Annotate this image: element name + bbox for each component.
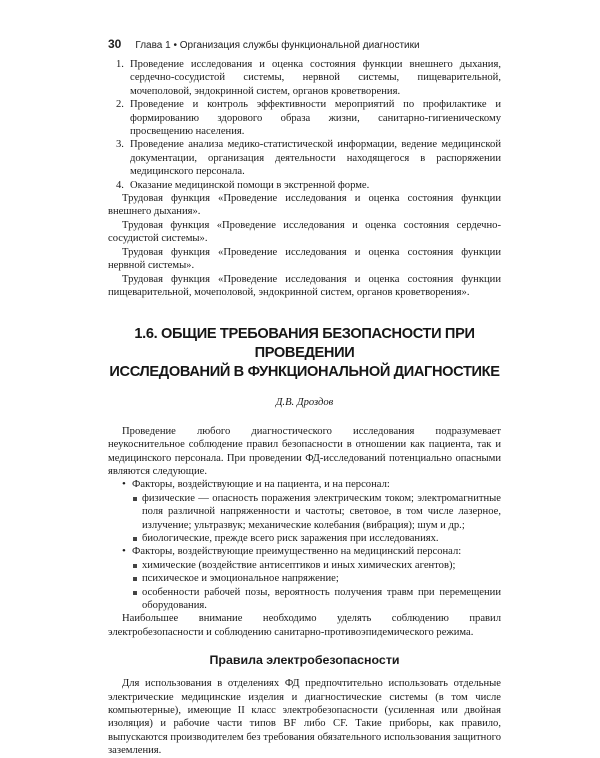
section-title [108, 325, 501, 382]
labor-functions [108, 192, 501, 299]
factor-subitem-text: химические (воздействие антисептиков и иных химических агентов); [142, 559, 456, 571]
item-text: Проведение и контроль эффективности мероприятий по профилактике и формированию здорового образа жизни, санитарно-гигиеническому просвещению населения. [130, 99, 501, 138]
item-number: 4. [116, 179, 124, 191]
item-text: Проведение исследования и оценка состояния функции внешнего дыхания, сердечно-сосудистой системы, нервной системы, пищеварительной, мочеполовой, эндокринной систем, органов кроветворения. [130, 59, 501, 97]
factor-subitem [132, 492, 501, 532]
subsection-title: Правила электробезопасности [209, 653, 400, 668]
factor-sublist [132, 559, 501, 613]
list-item [116, 138, 501, 178]
factor-heading: Факторы, воздействующие преимущественно на медицинский персонал: [132, 546, 462, 558]
bullet-icon: • [122, 545, 126, 558]
factor-subitem-text: биологические, прежде всего риск заражения при исследованиях. [142, 532, 439, 544]
section-intro [108, 425, 501, 479]
factor-sublist [132, 492, 501, 546]
factor-group [122, 478, 501, 545]
factor-subitem-text: особенности рабочей позы, вероятность получения травм при перемещении оборудования. [142, 586, 501, 611]
square-bullet-icon [133, 537, 137, 541]
square-bullet-icon [133, 497, 137, 501]
list-item [116, 98, 501, 138]
factor-subitem [132, 559, 501, 572]
bullet-icon: • [122, 478, 126, 491]
item-text: Проведение анализа медико-статистической информации, ведение медицинской документации, организация деятельности находящегося в распоряжении медицинского персонала. [130, 139, 501, 178]
section-title-line: ИССЛЕДОВАНИЙ В ФУНКЦИОНАЛЬНОЙ ДИАГНОСТИКЕ [109, 364, 500, 381]
factor-subitem-text: физические — опасность поражения электрическим током; электромагнитные поля различной напряженности и частоты; световое, в том числе лазерное, излучение; ультразвук; механические колебания (вибрация); шум и др.; [142, 492, 501, 531]
item-number: 1. [116, 59, 124, 70]
square-bullet-icon [133, 577, 137, 581]
list-item [116, 179, 501, 192]
labor-function-paragraph: Трудовая функция «Проведение исследования и оценка состояния функции нервной системы». [108, 246, 501, 272]
section-title-line: 1.6. ОБЩИЕ ТРЕБОВАНИЯ БЕЗОПАСНОСТИ ПРИ ПРОВЕДЕНИИ [134, 326, 475, 362]
intro-paragraph: Проведение любого диагностического исследования подразумевает неукоснительное соблюдение правил безопасности в отношении как пациента, так и медицинского персонала. При проведении ФД-исследований потенциально опасными являются следующие. [108, 425, 501, 477]
hazard-factors-list [108, 478, 501, 612]
item-text: Оказание медицинской помощи в экстренной форме. [130, 179, 370, 191]
labor-function-paragraph: Трудовая функция «Проведение исследования и оценка состояния сердечно-сосудистой системы». [108, 219, 501, 245]
running-header [108, 38, 528, 52]
job-functions-list [116, 58, 501, 192]
factor-group [122, 545, 501, 612]
factor-subitem-text: психическое и эмоциональное напряжение; [142, 573, 339, 585]
list-item [116, 58, 501, 98]
factor-heading: Факторы, воздействующие и на пациента, и на персонал: [132, 479, 390, 491]
factor-subitem [132, 586, 501, 613]
page-body [108, 58, 501, 758]
square-bullet-icon [133, 591, 137, 595]
item-number: 2. [116, 99, 124, 111]
section-author: Д.В. Дроздов [275, 397, 334, 409]
square-bullet-icon [133, 564, 137, 568]
factor-subitem [132, 572, 501, 585]
electrical-safety-text [108, 677, 501, 757]
factor-subitem [132, 532, 501, 545]
labor-function-paragraph: Трудовая функция «Проведение исследования и оценка состояния функции пищеварительной, мочеполовой, эндокринной систем, органов кроветворения». [108, 273, 501, 298]
item-number: 3. [116, 139, 124, 151]
labor-function-paragraph: Трудовая функция «Проведение исследования и оценка состояния функции внешнего дыхания». [108, 193, 501, 218]
electrical-safety-paragraph: Для использования в отделениях ФД предпочтительно использовать отдельные электрические медицинские изделия и диагностические системы (в том числе компьютерные), имеющие II класс электробезопасности (усиленная или двойная изоляция) и рабочие части типов BF либо CF. Такие приборы, как правило, выпускаются производителем без требования обязательного использования защитного заземления. [108, 678, 501, 757]
closing-paragraph: Наибольшее внимание необходимо уделять соблюдению правил электробезопасности и соблюдению санитарно-противоэпидемического режима. [108, 613, 501, 638]
running-title: Глава 1 • Организация службы функциональной диагностики [135, 40, 420, 51]
page-number: 30 [108, 37, 122, 51]
section-closing [108, 612, 501, 639]
